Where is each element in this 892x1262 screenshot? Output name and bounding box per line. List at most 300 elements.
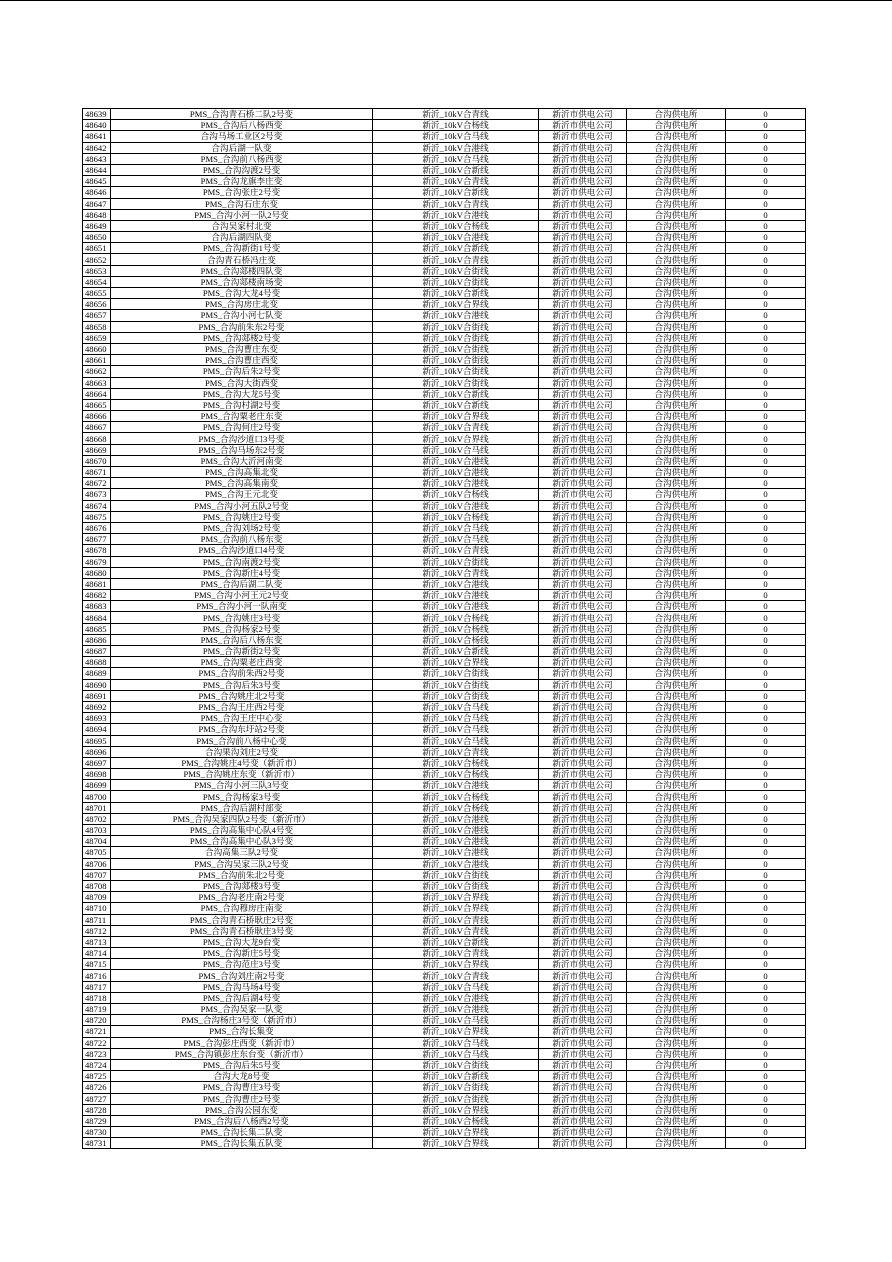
line-name-cell: 新沂_10kV合界线 xyxy=(373,657,539,668)
company-cell: 新沂市供电公司 xyxy=(539,746,627,757)
company-cell: 新沂市供电公司 xyxy=(539,556,627,567)
table-row xyxy=(83,120,806,131)
company-cell: 新沂市供电公司 xyxy=(539,601,627,612)
station-cell: 合沟供电所 xyxy=(627,1104,726,1115)
table-row xyxy=(83,1082,806,1093)
table-row xyxy=(83,310,806,321)
table-row xyxy=(83,500,806,511)
table-row xyxy=(83,646,806,657)
line-name-cell: 新沂_10kV合马线 xyxy=(373,713,539,724)
station-cell: 合沟供电所 xyxy=(627,153,726,164)
row-id-cell: 48660 xyxy=(83,343,111,354)
row-id-cell: 48723 xyxy=(83,1048,111,1059)
transformer-name-cell: PMS_合沟大沂河南变 xyxy=(111,455,373,466)
value-cell: 0 xyxy=(726,276,806,287)
table-row xyxy=(83,232,806,243)
station-cell: 合沟供电所 xyxy=(627,858,726,869)
table-row xyxy=(83,1071,806,1082)
value-cell: 0 xyxy=(726,142,806,153)
station-cell: 合沟供电所 xyxy=(627,187,726,198)
value-cell: 0 xyxy=(726,746,806,757)
line-name-cell: 新沂_10kV合港线 xyxy=(373,467,539,478)
transformer-name-cell: 合沟大龙8号变 xyxy=(111,1071,373,1082)
station-cell: 合沟供电所 xyxy=(627,556,726,567)
table-row xyxy=(83,623,806,634)
line-name-cell: 新沂_10kV合街线 xyxy=(373,366,539,377)
row-id-cell: 48683 xyxy=(83,601,111,612)
row-id-cell: 48725 xyxy=(83,1071,111,1082)
company-cell: 新沂市供电公司 xyxy=(539,578,627,589)
line-name-cell: 新沂_10kV合杨线 xyxy=(373,489,539,500)
company-cell: 新沂市供电公司 xyxy=(539,791,627,802)
row-id-cell: 48661 xyxy=(83,355,111,366)
row-id-cell: 48642 xyxy=(83,142,111,153)
line-name-cell: 新沂_10kV合港线 xyxy=(373,590,539,601)
row-id-cell: 48701 xyxy=(83,802,111,813)
transformer-name-cell: PMS_合沟大龙4号变 xyxy=(111,288,373,299)
station-cell: 合沟供电所 xyxy=(627,131,726,142)
company-cell: 新沂市供电公司 xyxy=(539,724,627,735)
line-name-cell: 新沂_10kV合新线 xyxy=(373,187,539,198)
value-cell: 0 xyxy=(726,1026,806,1037)
line-name-cell: 新沂_10kV合港线 xyxy=(373,142,539,153)
station-cell: 合沟供电所 xyxy=(627,668,726,679)
table-row xyxy=(83,388,806,399)
transformer-name-cell: PMS_合沟吴家三队2号变 xyxy=(111,858,373,869)
company-cell: 新沂市供电公司 xyxy=(539,1037,627,1048)
line-name-cell: 新沂_10kV合杨线 xyxy=(373,757,539,768)
station-cell: 合沟供电所 xyxy=(627,220,726,231)
company-cell: 新沂市供电公司 xyxy=(539,310,627,321)
table-row xyxy=(83,746,806,757)
row-id-cell: 48720 xyxy=(83,1015,111,1026)
value-cell: 0 xyxy=(726,254,806,265)
line-name-cell: 新沂_10kV合新线 xyxy=(373,1071,539,1082)
line-name-cell: 新沂_10kV合新线 xyxy=(373,288,539,299)
row-id-cell: 48679 xyxy=(83,556,111,567)
line-name-cell: 新沂_10kV合街线 xyxy=(373,1059,539,1070)
table-row xyxy=(83,254,806,265)
line-name-cell: 新沂_10kV合港线 xyxy=(373,1004,539,1015)
company-cell: 新沂市供电公司 xyxy=(539,545,627,556)
station-cell: 合沟供电所 xyxy=(627,813,726,824)
transformer-name-cell: PMS_合沟刘庄南2号变 xyxy=(111,970,373,981)
company-cell: 新沂市供电公司 xyxy=(539,411,627,422)
station-cell: 合沟供电所 xyxy=(627,198,726,209)
value-cell: 0 xyxy=(726,489,806,500)
station-cell: 合沟供电所 xyxy=(627,836,726,847)
table-row xyxy=(83,903,806,914)
transformer-name-cell: PMS_合沟长集二队变 xyxy=(111,1127,373,1138)
company-cell: 新沂市供电公司 xyxy=(539,1104,627,1115)
table-row xyxy=(83,701,806,712)
station-cell: 合沟供电所 xyxy=(627,724,726,735)
line-name-cell: 新沂_10kV合界线 xyxy=(373,411,539,422)
company-cell: 新沂市供电公司 xyxy=(539,1127,627,1138)
row-id-cell: 48721 xyxy=(83,1026,111,1037)
line-name-cell: 新沂_10kV合街线 xyxy=(373,355,539,366)
station-cell: 合沟供电所 xyxy=(627,176,726,187)
value-cell: 0 xyxy=(726,634,806,645)
station-cell: 合沟供电所 xyxy=(627,243,726,254)
station-cell: 合沟供电所 xyxy=(627,791,726,802)
company-cell: 新沂市供电公司 xyxy=(539,109,627,120)
line-name-cell: 新沂_10kV合马线 xyxy=(373,1037,539,1048)
value-cell: 0 xyxy=(726,769,806,780)
row-id-cell: 48677 xyxy=(83,534,111,545)
row-id-cell: 48712 xyxy=(83,925,111,936)
transformer-name-cell: PMS_合沟高集中心队4号变 xyxy=(111,825,373,836)
row-id-cell: 48658 xyxy=(83,321,111,332)
table-row xyxy=(83,825,806,836)
station-cell: 合沟供电所 xyxy=(627,321,726,332)
transformer-name-cell: PMS_合沟龙旗李庄变 xyxy=(111,176,373,187)
value-cell: 0 xyxy=(726,869,806,880)
value-cell: 0 xyxy=(726,232,806,243)
row-id-cell: 48728 xyxy=(83,1104,111,1115)
value-cell: 0 xyxy=(726,757,806,768)
station-cell: 合沟供电所 xyxy=(627,1026,726,1037)
row-id-cell: 48682 xyxy=(83,590,111,601)
value-cell: 0 xyxy=(726,500,806,511)
line-name-cell: 新沂_10kV合港线 xyxy=(373,825,539,836)
row-id-cell: 48664 xyxy=(83,388,111,399)
line-name-cell: 新沂_10kV合青线 xyxy=(373,254,539,265)
table-row xyxy=(83,981,806,992)
value-cell: 0 xyxy=(726,713,806,724)
value-cell: 0 xyxy=(726,936,806,947)
value-cell: 0 xyxy=(726,545,806,556)
company-cell: 新沂市供电公司 xyxy=(539,1115,627,1126)
value-cell: 0 xyxy=(726,1037,806,1048)
table-row xyxy=(83,992,806,1003)
station-cell: 合沟供电所 xyxy=(627,500,726,511)
table-row xyxy=(83,858,806,869)
value-cell: 0 xyxy=(726,601,806,612)
value-cell: 0 xyxy=(726,970,806,981)
page-top-border xyxy=(0,0,892,1)
value-cell: 0 xyxy=(726,1115,806,1126)
station-cell: 合沟供电所 xyxy=(627,1004,726,1015)
station-cell: 合沟供电所 xyxy=(627,679,726,690)
station-cell: 合沟供电所 xyxy=(627,992,726,1003)
transformer-name-cell: PMS_合沟王元北变 xyxy=(111,489,373,500)
transformer-name-cell: PMS_合沟杨庄3号变（新沂市） xyxy=(111,1015,373,1026)
table-row xyxy=(83,1059,806,1070)
value-cell: 0 xyxy=(726,679,806,690)
row-id-cell: 48699 xyxy=(83,780,111,791)
line-name-cell: 新沂_10kV合街线 xyxy=(373,276,539,287)
value-cell: 0 xyxy=(726,153,806,164)
line-name-cell: 新沂_10kV合青线 xyxy=(373,914,539,925)
value-cell: 0 xyxy=(726,1138,806,1149)
transformer-name-cell: PMS_合沟前八杨中心变 xyxy=(111,735,373,746)
row-id-cell: 48700 xyxy=(83,791,111,802)
row-id-cell: 48668 xyxy=(83,433,111,444)
transformer-name-cell: PMS_合沟老庄南2号变 xyxy=(111,892,373,903)
table-row xyxy=(83,455,806,466)
transformer-name-cell: PMS_合沟曹庄西变 xyxy=(111,355,373,366)
line-name-cell: 新沂_10kV合马线 xyxy=(373,1048,539,1059)
transformer-name-cell: PMS_合沟王庄中心变 xyxy=(111,713,373,724)
value-cell: 0 xyxy=(726,914,806,925)
table-row xyxy=(83,422,806,433)
transformer-name-cell: PMS_合沟前朱北2号变 xyxy=(111,869,373,880)
value-cell: 0 xyxy=(726,176,806,187)
transformer-name-cell: PMS_合沟后朱3号变 xyxy=(111,679,373,690)
table-row xyxy=(83,936,806,947)
row-id-cell: 48648 xyxy=(83,209,111,220)
company-cell: 新沂市供电公司 xyxy=(539,858,627,869)
table-row xyxy=(83,1048,806,1059)
table-row xyxy=(83,959,806,970)
company-cell: 新沂市供电公司 xyxy=(539,936,627,947)
station-cell: 合沟供电所 xyxy=(627,1071,726,1082)
station-cell: 合沟供电所 xyxy=(627,399,726,410)
value-cell: 0 xyxy=(726,433,806,444)
transformer-name-cell: PMS_合沟前八杨东变 xyxy=(111,534,373,545)
company-cell: 新沂市供电公司 xyxy=(539,668,627,679)
station-cell: 合沟供电所 xyxy=(627,355,726,366)
value-cell: 0 xyxy=(726,310,806,321)
row-id-cell: 48730 xyxy=(83,1127,111,1138)
station-cell: 合沟供电所 xyxy=(627,265,726,276)
row-id-cell: 48714 xyxy=(83,948,111,959)
line-name-cell: 新沂_10kV合港线 xyxy=(373,310,539,321)
line-name-cell: 新沂_10kV合港线 xyxy=(373,813,539,824)
company-cell: 新沂市供电公司 xyxy=(539,735,627,746)
company-cell: 新沂市供电公司 xyxy=(539,142,627,153)
table-row xyxy=(83,343,806,354)
value-cell: 0 xyxy=(726,925,806,936)
transformer-name-cell: PMS_合沟马场4号变 xyxy=(111,981,373,992)
transformer-name-cell: PMS_合沟公园东变 xyxy=(111,1104,373,1115)
row-id-cell: 48697 xyxy=(83,757,111,768)
company-cell: 新沂市供电公司 xyxy=(539,444,627,455)
company-cell: 新沂市供电公司 xyxy=(539,948,627,959)
value-cell: 0 xyxy=(726,735,806,746)
station-cell: 合沟供电所 xyxy=(627,478,726,489)
value-cell: 0 xyxy=(726,1082,806,1093)
line-name-cell: 新沂_10kV合街线 xyxy=(373,668,539,679)
company-cell: 新沂市供电公司 xyxy=(539,713,627,724)
station-cell: 合沟供电所 xyxy=(627,310,726,321)
station-cell: 合沟供电所 xyxy=(627,769,726,780)
line-name-cell: 新沂_10kV合杨线 xyxy=(373,511,539,522)
station-cell: 合沟供电所 xyxy=(627,142,726,153)
row-id-cell: 48666 xyxy=(83,411,111,422)
company-cell: 新沂市供电公司 xyxy=(539,198,627,209)
station-cell: 合沟供电所 xyxy=(627,1115,726,1126)
company-cell: 新沂市供电公司 xyxy=(539,511,627,522)
station-cell: 合沟供电所 xyxy=(627,1048,726,1059)
line-name-cell: 新沂_10kV合港线 xyxy=(373,478,539,489)
table-row xyxy=(83,478,806,489)
station-cell: 合沟供电所 xyxy=(627,288,726,299)
company-cell: 新沂市供电公司 xyxy=(539,500,627,511)
value-cell: 0 xyxy=(726,1004,806,1015)
company-cell: 新沂市供电公司 xyxy=(539,321,627,332)
transformer-name-cell: PMS_合沟后八杨西2号变 xyxy=(111,1115,373,1126)
transformer-name-cell: PMS_合沟姚庄2号变 xyxy=(111,511,373,522)
company-cell: 新沂市供电公司 xyxy=(539,970,627,981)
line-name-cell: 新沂_10kV合界线 xyxy=(373,433,539,444)
row-id-cell: 48706 xyxy=(83,858,111,869)
company-cell: 新沂市供电公司 xyxy=(539,399,627,410)
company-cell: 新沂市供电公司 xyxy=(539,489,627,500)
row-id-cell: 48703 xyxy=(83,825,111,836)
company-cell: 新沂市供电公司 xyxy=(539,209,627,220)
station-cell: 合沟供电所 xyxy=(627,422,726,433)
station-cell: 合沟供电所 xyxy=(627,109,726,120)
transformer-name-cell: PMS_合沟小河七队变 xyxy=(111,310,373,321)
table-row xyxy=(83,1093,806,1104)
value-cell: 0 xyxy=(726,377,806,388)
value-cell: 0 xyxy=(726,131,806,142)
transformer-name-cell: PMS_合沟姚庄4号变（新沂市） xyxy=(111,757,373,768)
company-cell: 新沂市供电公司 xyxy=(539,813,627,824)
company-cell: 新沂市供电公司 xyxy=(539,422,627,433)
station-cell: 合沟供电所 xyxy=(627,411,726,422)
company-cell: 新沂市供电公司 xyxy=(539,679,627,690)
table-row xyxy=(83,399,806,410)
row-id-cell: 48693 xyxy=(83,713,111,724)
value-cell: 0 xyxy=(726,209,806,220)
table-row xyxy=(83,511,806,522)
station-cell: 合沟供电所 xyxy=(627,578,726,589)
station-cell: 合沟供电所 xyxy=(627,511,726,522)
value-cell: 0 xyxy=(726,1071,806,1082)
row-id-cell: 48717 xyxy=(83,981,111,992)
line-name-cell: 新沂_10kV合新线 xyxy=(373,936,539,947)
table-row xyxy=(83,198,806,209)
value-cell: 0 xyxy=(726,992,806,1003)
table-row xyxy=(83,657,806,668)
row-id-cell: 48696 xyxy=(83,746,111,757)
value-cell: 0 xyxy=(726,534,806,545)
company-cell: 新沂市供电公司 xyxy=(539,388,627,399)
company-cell: 新沂市供电公司 xyxy=(539,634,627,645)
table-row xyxy=(83,209,806,220)
station-cell: 合沟供电所 xyxy=(627,164,726,175)
table-row xyxy=(83,467,806,478)
row-id-cell: 48727 xyxy=(83,1093,111,1104)
value-cell: 0 xyxy=(726,813,806,824)
transformer-name-cell: PMS_合沟青石桥二队2号变 xyxy=(111,109,373,120)
line-name-cell: 新沂_10kV合港线 xyxy=(373,847,539,858)
company-cell: 新沂市供电公司 xyxy=(539,288,627,299)
station-cell: 合沟供电所 xyxy=(627,869,726,880)
table-row xyxy=(83,1104,806,1115)
line-name-cell: 新沂_10kV合港线 xyxy=(373,858,539,869)
company-cell: 新沂市供电公司 xyxy=(539,366,627,377)
row-id-cell: 48669 xyxy=(83,444,111,455)
line-name-cell: 新沂_10kV合港线 xyxy=(373,209,539,220)
transformer-name-cell: PMS_合沟后八杨东变 xyxy=(111,634,373,645)
transformer-name-cell: PMS_合沟王庄西2号变 xyxy=(111,701,373,712)
value-cell: 0 xyxy=(726,657,806,668)
transformer-name-cell: PMS_合沟姚庄3号变 xyxy=(111,612,373,623)
table-row xyxy=(83,925,806,936)
station-cell: 合沟供电所 xyxy=(627,701,726,712)
value-cell: 0 xyxy=(726,120,806,131)
row-id-cell: 48716 xyxy=(83,970,111,981)
value-cell: 0 xyxy=(726,791,806,802)
table-row xyxy=(83,880,806,891)
table-row xyxy=(83,109,806,120)
value-cell: 0 xyxy=(726,858,806,869)
transformer-name-cell: 合沟后湖四队变 xyxy=(111,232,373,243)
station-cell: 合沟供电所 xyxy=(627,534,726,545)
transformer-name-cell: PMS_合沟张庄2号变 xyxy=(111,187,373,198)
company-cell: 新沂市供电公司 xyxy=(539,176,627,187)
line-name-cell: 新沂_10kV合青线 xyxy=(373,422,539,433)
value-cell: 0 xyxy=(726,388,806,399)
row-id-cell: 48647 xyxy=(83,198,111,209)
row-id-cell: 48713 xyxy=(83,936,111,947)
line-name-cell: 新沂_10kV合新线 xyxy=(373,164,539,175)
value-cell: 0 xyxy=(726,422,806,433)
company-cell: 新沂市供电公司 xyxy=(539,433,627,444)
company-cell: 新沂市供电公司 xyxy=(539,1082,627,1093)
line-name-cell: 新沂_10kV合杨线 xyxy=(373,612,539,623)
table-row xyxy=(83,802,806,813)
line-name-cell: 新沂_10kV合新线 xyxy=(373,399,539,410)
value-cell: 0 xyxy=(726,981,806,992)
transformer-name-cell: 合沟后湖一队变 xyxy=(111,142,373,153)
transformer-name-cell: 合沟果沟刘庄2号变 xyxy=(111,746,373,757)
station-cell: 合沟供电所 xyxy=(627,567,726,578)
company-cell: 新沂市供电公司 xyxy=(539,892,627,903)
table-row xyxy=(83,243,806,254)
value-cell: 0 xyxy=(726,198,806,209)
row-id-cell: 48705 xyxy=(83,847,111,858)
value-cell: 0 xyxy=(726,1104,806,1115)
station-cell: 合沟供电所 xyxy=(627,1082,726,1093)
transformer-name-cell: PMS_合沟吴家一队变 xyxy=(111,1004,373,1015)
value-cell: 0 xyxy=(726,623,806,634)
table-row xyxy=(83,522,806,533)
value-cell: 0 xyxy=(726,1093,806,1104)
transformer-name-cell: PMS_合沟何庄2号变 xyxy=(111,422,373,433)
company-cell: 新沂市供电公司 xyxy=(539,780,627,791)
company-cell: 新沂市供电公司 xyxy=(539,757,627,768)
line-name-cell: 新沂_10kV合界线 xyxy=(373,903,539,914)
value-cell: 0 xyxy=(726,109,806,120)
value-cell: 0 xyxy=(726,690,806,701)
table-row xyxy=(83,489,806,500)
table-row xyxy=(83,1127,806,1138)
table-row xyxy=(83,668,806,679)
row-id-cell: 48667 xyxy=(83,422,111,433)
value-cell: 0 xyxy=(726,1048,806,1059)
transformer-name-cell: 合沟青石桥冯庄变 xyxy=(111,254,373,265)
value-cell: 0 xyxy=(726,321,806,332)
company-cell: 新沂市供电公司 xyxy=(539,120,627,131)
value-cell: 0 xyxy=(726,590,806,601)
company-cell: 新沂市供电公司 xyxy=(539,467,627,478)
station-cell: 合沟供电所 xyxy=(627,120,726,131)
line-name-cell: 新沂_10kV合街线 xyxy=(373,343,539,354)
line-name-cell: 新沂_10kV合街线 xyxy=(373,1082,539,1093)
station-cell: 合沟供电所 xyxy=(627,254,726,265)
transformer-name-cell: PMS_合沟后湖二队变 xyxy=(111,578,373,589)
company-cell: 新沂市供电公司 xyxy=(539,959,627,970)
row-id-cell: 48707 xyxy=(83,869,111,880)
value-cell: 0 xyxy=(726,724,806,735)
transformer-name-cell: PMS_合沟高集中心队3号变 xyxy=(111,836,373,847)
transformer-name-cell: PMS_合沟曹庄东变 xyxy=(111,343,373,354)
